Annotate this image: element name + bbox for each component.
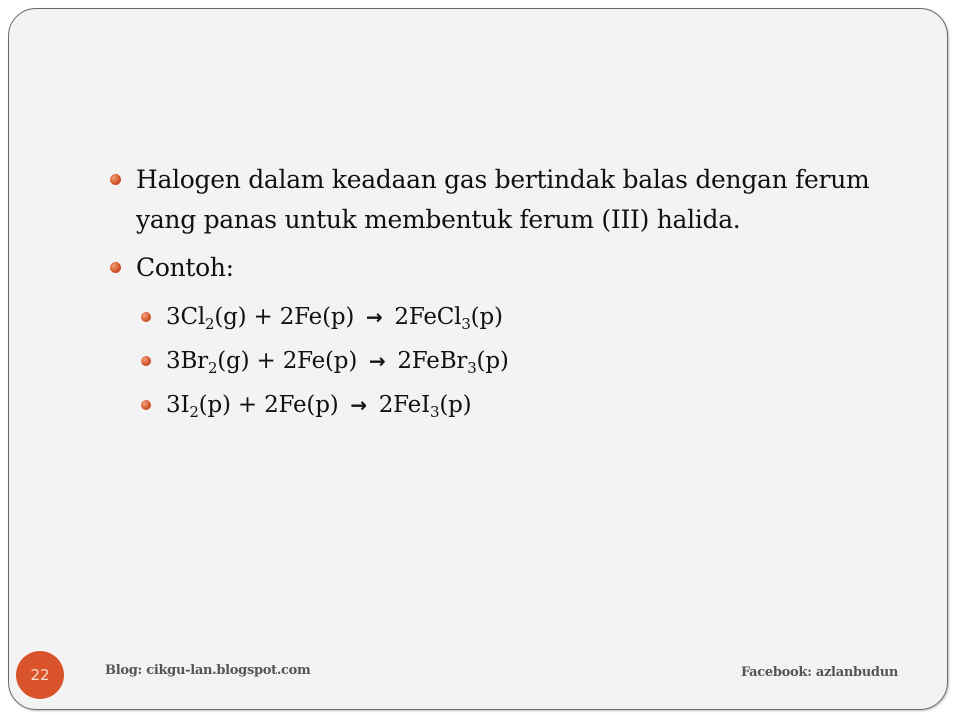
product: 2FeCl	[394, 304, 462, 330]
subscript: 2	[205, 315, 215, 333]
reactant-iron: 2Fe(p)	[264, 392, 339, 418]
plus-sign: +	[256, 348, 276, 374]
coefficient: 3	[166, 392, 181, 418]
element: Br	[180, 348, 208, 374]
plus-sign: +	[253, 304, 273, 330]
element: I	[180, 392, 190, 418]
reactant-iron: 2Fe(p)	[279, 304, 355, 330]
sub-bullet-dot-icon	[141, 400, 151, 410]
bullet-dot-icon	[110, 262, 121, 273]
subscript: 2	[207, 359, 218, 377]
subscript: 3	[461, 315, 471, 333]
coefficient: 3	[166, 304, 181, 330]
right-arrow-icon: →	[350, 393, 367, 417]
equation-chlorine	[108, 296, 888, 338]
equation-bromine	[108, 340, 888, 382]
bullet-item-2	[108, 248, 888, 288]
right-arrow-icon: →	[368, 349, 386, 373]
page-number-badge: 22	[16, 651, 64, 699]
subscript: 3	[467, 359, 477, 377]
bullet-text: Contoh:	[136, 253, 234, 282]
product: 2FeI	[378, 392, 430, 418]
sub-bullet-dot-icon	[141, 312, 151, 322]
coefficient: 3	[166, 348, 181, 374]
subscript: 3	[429, 403, 440, 421]
bullet-item-1	[108, 160, 888, 240]
state: (p)	[439, 392, 472, 418]
footer-facebook: Facebook: azlanbudun	[740, 665, 898, 680]
state: (g)	[217, 348, 250, 374]
footer-blog: Blog: cikgu-lan.blogspot.com	[105, 663, 311, 678]
state: (g)	[214, 304, 247, 330]
state: (p)	[198, 392, 231, 418]
right-arrow-icon: →	[366, 305, 383, 329]
plus-sign: +	[237, 392, 257, 418]
equation-iodine	[108, 384, 888, 426]
element: Cl	[180, 304, 205, 330]
slide-content	[108, 160, 888, 426]
product: 2FeBr	[397, 348, 468, 374]
state: (p)	[476, 348, 509, 374]
reactant-iron: 2Fe(p)	[282, 348, 358, 374]
bullet-dot-icon	[110, 174, 121, 185]
state: (p)	[470, 304, 503, 330]
bullet-text: Halogen dalam keadaan gas bertindak balas dengan ferum yang panas untuk membentuk ferum (III) halida.	[136, 165, 870, 234]
sub-bullet-dot-icon	[141, 356, 151, 366]
subscript: 2	[189, 403, 199, 421]
